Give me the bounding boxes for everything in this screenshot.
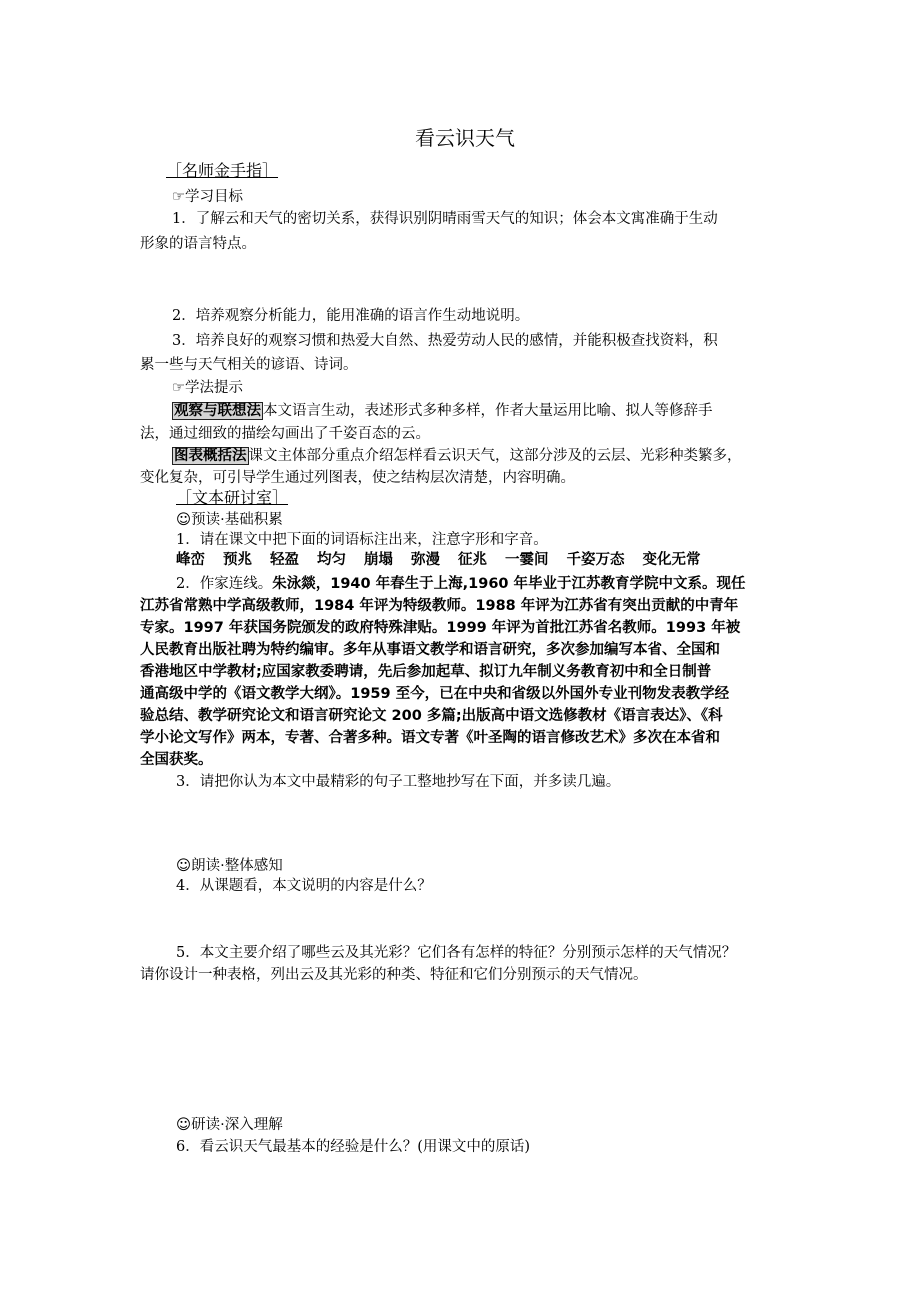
question-2-line-4: 人民教育出版社聘为特约编审。多年从事语文教学和语言研究，多次参加编写本省、全国和 xyxy=(140,642,720,658)
question-5-line-1: 5．本文主要介绍了哪些云及其光彩？它们各有怎样的特征？分别预示怎样的天气情况？ xyxy=(176,945,737,961)
method-1-tag: 观察与联想法 xyxy=(174,403,261,419)
method-2-tag: 图表概括法 xyxy=(174,448,247,464)
heading-method-tips: ☞学法提示 xyxy=(172,380,243,396)
question-2-line-9: 全国获奖。 xyxy=(140,752,213,768)
vocab-item: 峰峦 xyxy=(176,552,205,568)
vocab-item: 预兆 xyxy=(223,552,252,568)
vocab-item: 崩塌 xyxy=(364,552,393,568)
vocab-item: 征兆 xyxy=(458,552,487,568)
goal-2: 2．培养观察分析能力，能用准确的语言作生动地说明。 xyxy=(172,308,530,324)
method-2-line-1: 图表概括法 课文主体部分重点介绍怎样看云识天气，这部分涉及的云层、光彩种类繁多， xyxy=(174,448,742,464)
vocab-item: 千姿万态 xyxy=(566,552,625,568)
question-2-line-8: 学小论文写作》两本，专著、合著多种。语文专著《叶圣陶的语言修改艺术》多次在本省和 xyxy=(140,730,720,746)
section-label-teacher-tips: ［名师金手指］ xyxy=(166,161,279,180)
goal-1-line-2: 形象的语言特点。 xyxy=(140,236,256,252)
vocab-item: 均匀 xyxy=(317,552,346,568)
question-6: 6．看云识天气最基本的经验是什么？(用课文中的原话) xyxy=(176,1139,531,1155)
goal-3-line-1: 3．培养良好的观察习惯和热爱大自然、热爱劳动人民的感情，并能积极查找资料，积 xyxy=(172,333,718,349)
question-2-line-7: 验总结、教学研究论文和语言研究论文 200 多篇;出版高中语文选修教材《语言表达》、《科 xyxy=(140,708,723,724)
question-3: 3．请把你认为本文中最精彩的句子工整地抄写在下面，并多读几遍。 xyxy=(176,774,621,790)
question-5-line-2: 请你设计一种表格，列出云及其光彩的种类、特征和它们分别预示的天气情况。 xyxy=(140,967,648,983)
method-1-line-2: 法，通过细致的描绘勾画出了千姿百态的云。 xyxy=(140,426,430,442)
question-2-line-5: 香港地区中学教材;应国家教委聘请，先后参加起草、拟订九年制义务教育初中和全日制普 xyxy=(140,664,712,680)
heading-deep-study: ☺研读·深入理解 xyxy=(176,1117,283,1133)
section-label-text-study: ［文本研讨室］ xyxy=(176,488,289,507)
vocab-item: 弥漫 xyxy=(411,552,440,568)
method-1-line-1: 观察与联想法 本文语言生动，表述形式多种多样，作者大量运用比喻、拟人等修辞手 xyxy=(174,403,713,419)
question-2-line-2: 江苏省常熟中学高级教师，1984 年评为特级教师。1988 年评为江苏省有突出贡献的中青年 xyxy=(140,598,739,614)
goal-1-line-1: 1．了解云和天气的密切关系，获得识别阴晴雨雪天气的知识；体会本文寓准确于生动 xyxy=(172,211,718,227)
question-2-line-6: 通高级中学的《语文教学大纲》。1959 至今，已在中央和省级以外国外专业刊物发表教学经 xyxy=(140,686,730,702)
question-2-line-1: 2．作家连线。朱泳燚，1940 年春生于上海,1960 年毕业于江苏教育学院中文系。现任 xyxy=(176,576,746,592)
vocab-item: 轻盈 xyxy=(270,552,299,568)
vocab-item: 一霎间 xyxy=(505,552,549,568)
question-2-line-3: 专家。1997 年获国务院颁发的政府特殊津贴。1999 年评为首批江苏省名教师。1993 年被 xyxy=(140,620,741,636)
heading-preview: ☺预读·基础积累 xyxy=(176,512,283,528)
heading-read-aloud: ☺朗读·整体感知 xyxy=(176,858,283,874)
question-1: 1．请在课文中把下面的词语标注出来，注意字形和字音。 xyxy=(176,532,548,548)
vocab-item: 变化无常 xyxy=(642,552,701,568)
page-title: 看云识天气 xyxy=(415,126,515,150)
method-2-line-2: 变化复杂，可引导学生通过列图表，使之结构层次清楚，内容明确。 xyxy=(140,470,575,486)
vocab-list xyxy=(176,549,719,571)
goal-3-line-2: 累一些与天气相关的谚语、诗词。 xyxy=(140,357,358,373)
heading-learning-goals: ☞学习目标 xyxy=(172,189,243,205)
question-4: 4．从课题看，本文说明的内容是什么？ xyxy=(176,878,432,894)
